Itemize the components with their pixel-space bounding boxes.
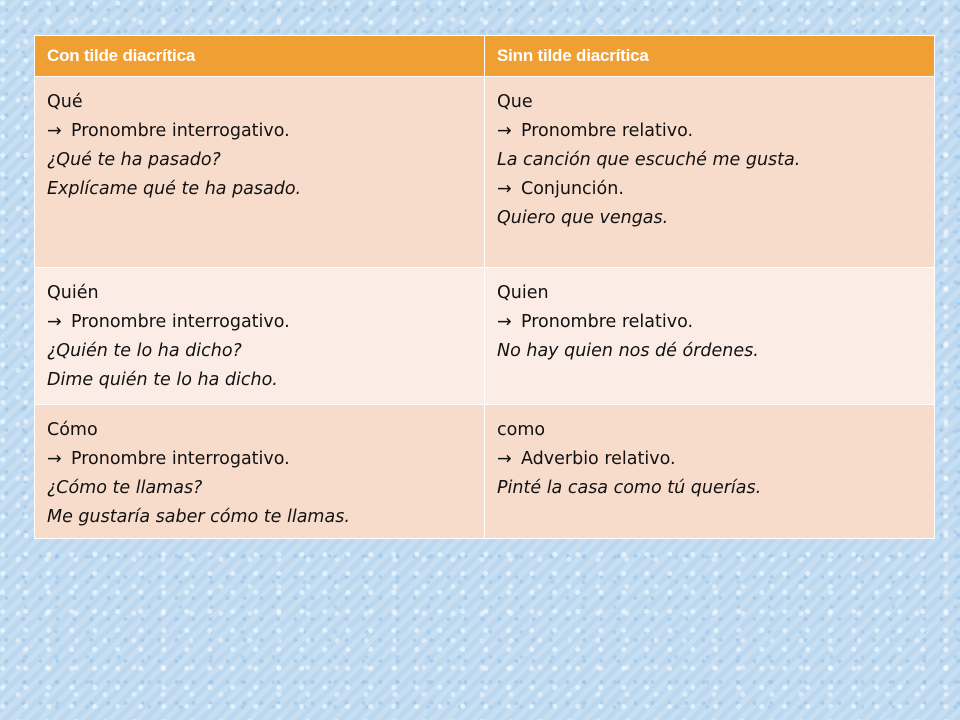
category-label: Pronombre interrogativo.: [71, 312, 290, 332]
category-line: [497, 175, 924, 204]
example-sentence: Pinté la casa como tú querías.: [497, 478, 762, 498]
diacritic-table-container: [34, 35, 934, 537]
category-line: [47, 117, 474, 146]
category-line: [497, 117, 924, 146]
table-row: [35, 405, 935, 539]
cell-que-unaccented: [485, 77, 935, 268]
cell-como-unaccented: [485, 405, 935, 539]
category-label: Pronombre interrogativo.: [71, 449, 290, 469]
example-sentence: La canción que escuché me gusta.: [497, 150, 801, 170]
diacritic-table: [34, 35, 935, 539]
category-label: Pronombre relativo.: [521, 121, 694, 141]
example-sentence: ¿Qué te ha pasado?: [47, 150, 221, 170]
example-sentence: Explícame qué te ha pasado.: [47, 179, 302, 199]
word-label: como: [497, 420, 546, 440]
word-label: Quien: [497, 283, 549, 303]
arrow-right-icon: →: [497, 449, 512, 469]
example-sentence: Dime quién te lo ha dicho.: [47, 370, 278, 390]
word-label: Que: [497, 92, 533, 112]
cell-como-accented: [35, 405, 485, 539]
cell-que-accented: [35, 77, 485, 268]
header-without-tilde: Sinn tilde diacrítica: [485, 36, 935, 77]
table-row: [35, 77, 935, 268]
arrow-right-icon: →: [47, 312, 62, 332]
arrow-right-icon: →: [47, 121, 62, 141]
category-label: Conjunción.: [521, 179, 624, 199]
example-sentence: ¿Quién te lo ha dicho?: [47, 341, 242, 361]
table-row: [35, 268, 935, 405]
word-label: Quién: [47, 283, 99, 303]
example-sentence: ¿Cómo te llamas?: [47, 478, 203, 498]
arrow-right-icon: →: [497, 121, 512, 141]
category-line: [47, 445, 474, 474]
category-line: [497, 308, 924, 337]
example-sentence: Quiero que vengas.: [497, 208, 669, 228]
word-label: Cómo: [47, 420, 98, 440]
cell-quien-accented: [35, 268, 485, 405]
word-label: Qué: [47, 92, 83, 112]
category-line: [47, 308, 474, 337]
table-header-row: [35, 36, 935, 77]
category-line: [497, 445, 924, 474]
category-label: Adverbio relativo.: [521, 449, 676, 469]
arrow-right-icon: →: [497, 312, 512, 332]
category-label: Pronombre interrogativo.: [71, 121, 290, 141]
example-sentence: Me gustaría saber cómo te llamas.: [47, 507, 350, 527]
category-label: Pronombre relativo.: [521, 312, 694, 332]
arrow-right-icon: →: [47, 449, 62, 469]
example-sentence: No hay quien nos dé órdenes.: [497, 341, 759, 361]
arrow-right-icon: →: [497, 179, 512, 199]
cell-quien-unaccented: [485, 268, 935, 405]
header-with-tilde: Con tilde diacrítica: [35, 36, 485, 77]
